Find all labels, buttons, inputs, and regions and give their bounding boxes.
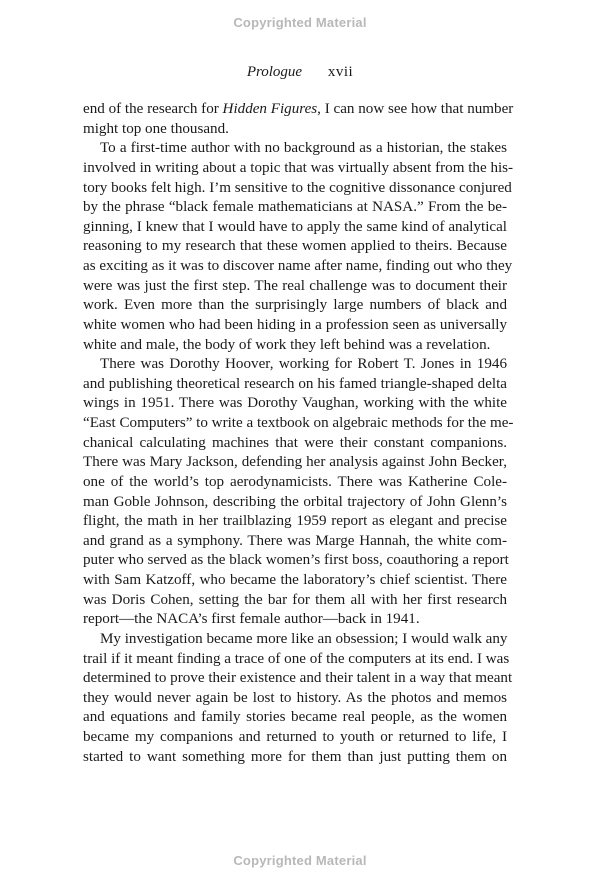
text-line: trail if it meant finding a trace of one of the computers at its end. I was — [83, 650, 510, 667]
text-line: with Sam Katzoff, who became the laboratory’s chief scientist. There — [83, 572, 507, 588]
text-line: and equations and family stories became real people, as the women — [83, 709, 507, 726]
text-line: work. Even more than the surprisingly large numbers of black and — [83, 297, 507, 314]
text-line: one of the world’s top aerodynamicists. There was Katherine Cole- — [83, 473, 507, 490]
text-line: might top one thousand. — [83, 120, 229, 137]
text-line: reasoning to my research that these women applied to theirs. Because — [83, 238, 507, 255]
text-line: There was Mary Jackson, defending her analysis against John Becker, — [83, 454, 507, 471]
text-line: chanical calculating machines that were their constant companions. — [83, 434, 507, 451]
running-head — [0, 64, 600, 81]
text-line: and grand as a symphony. There was Marge Hannah, the white com- — [83, 532, 507, 549]
text-line: flight, the math in her trailblazing 1959 report as elegant and precise — [83, 513, 507, 530]
text-line: white and male, the body of work they left behind was a revelation. — [83, 336, 491, 353]
text-line: puter who served as the black women’s first boss, coauthoring a report — [83, 552, 509, 569]
text-line: involved in writing about a topic that was virtually absent from the his- — [83, 159, 514, 176]
text-line: became my companions and returned to youth or returned to life, I — [83, 729, 507, 745]
copyright-watermark-top: Copyrighted Material — [233, 15, 367, 30]
text-line: wings in 1951. There was Dorothy Vaughan, working with the white — [83, 395, 507, 412]
text-line: ginning, I knew that I would have to apply the same kind of analytical — [83, 218, 507, 235]
text-line: were was just the first step. The real challenge was to document their — [83, 277, 507, 294]
copyright-watermark-bottom: Copyrighted Material — [233, 853, 367, 868]
page-number: xvii — [327, 64, 354, 80]
text-line: and publishing theoretical research on his famed triangle-shaped delta — [83, 375, 507, 392]
text-line: My investigation became more like an obsession; I would walk any — [100, 630, 508, 647]
text-line: as exciting as it was to discover name after name, finding out who they — [83, 258, 513, 274]
text-line: There was Dorothy Hoover, working for Robert T. Jones in 1946 — [100, 356, 507, 373]
text-line: end of the research for Hidden Figures, I can now see how that number — [83, 101, 514, 117]
text-line: determined to prove their existence and their talent in a way that meant — [83, 670, 513, 687]
text-line: was Doris Cohen, setting the bar for them all with her first research — [83, 591, 507, 608]
text-line: tory books felt high. I’m sensitive to the cognitive dissonance conjured — [83, 179, 512, 196]
text-line: “East Computers” to write a textbook on algebraic methods for the me- — [83, 415, 514, 431]
text-line: by the phrase “black female mathematicians at NASA.” From the be- — [83, 199, 507, 216]
body-text — [83, 100, 514, 767]
text-line: started to want something more for them than just putting them on — [83, 748, 507, 765]
text-line: man Goble Johnson, describing the orbital trajectory of John Glenn’s — [83, 493, 507, 510]
text-line: white women who had been hiding in a profession seen as universally — [83, 316, 507, 333]
text-line: To a first-time author with no background as a historian, the stakes — [100, 140, 507, 157]
text-line: report—the NACA’s first female author—back in 1941. — [83, 611, 420, 628]
text-line: they would never again be lost to history. As the photos and memos — [83, 689, 507, 706]
running-head-section: Prologue — [246, 64, 303, 80]
